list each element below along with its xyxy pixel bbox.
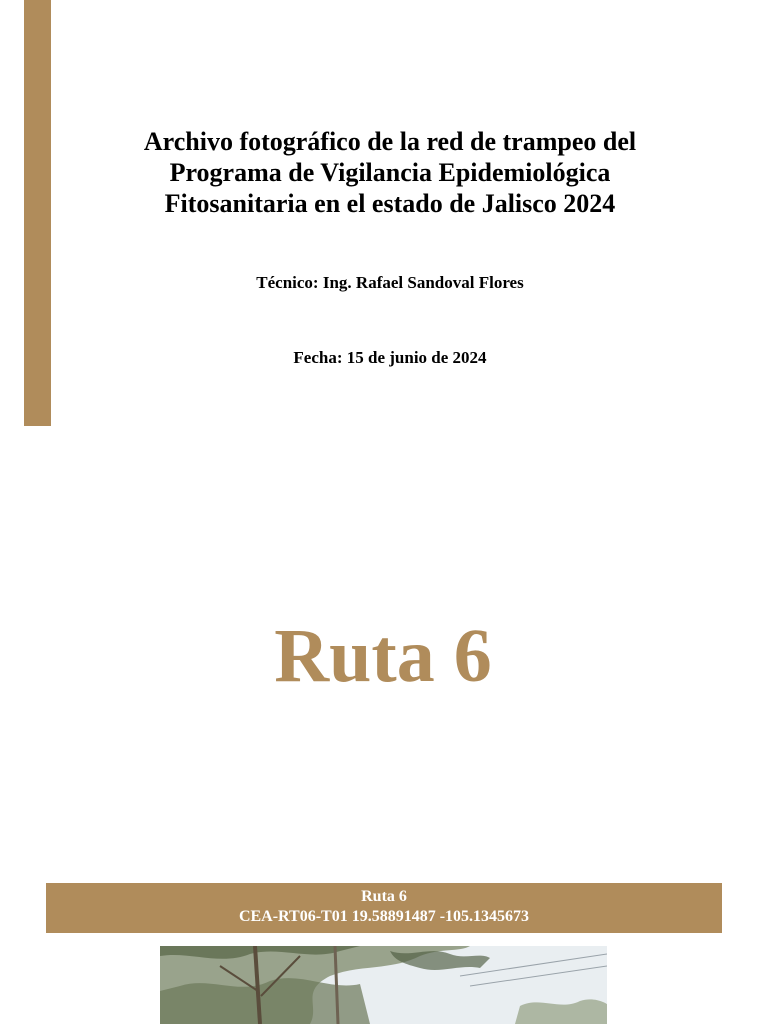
accent-bar	[24, 0, 51, 426]
title-line-3: Fitosanitaria en el estado de Jalisco 2024	[164, 189, 616, 218]
date-line: Fecha: 15 de junio de 2024	[293, 348, 487, 367]
title-line-1: Archivo fotográfico de la red de trampeo del	[143, 127, 637, 156]
caption-route: Ruta 6	[361, 888, 407, 905]
caption-trap-coordinates: CEA-RT06-T01 19.58891487 -105.1345673	[238, 908, 530, 925]
field-photo-image	[160, 946, 607, 1024]
document-title	[90, 126, 690, 219]
title-line-2: Programa de Vigilancia Epidemiológica	[169, 158, 611, 187]
photo-caption-band	[46, 883, 722, 933]
route-heading: Ruta 6	[274, 614, 492, 698]
technician-line: Técnico: Ing. Rafael Sandoval Flores	[256, 273, 524, 292]
field-photo	[160, 946, 607, 1024]
